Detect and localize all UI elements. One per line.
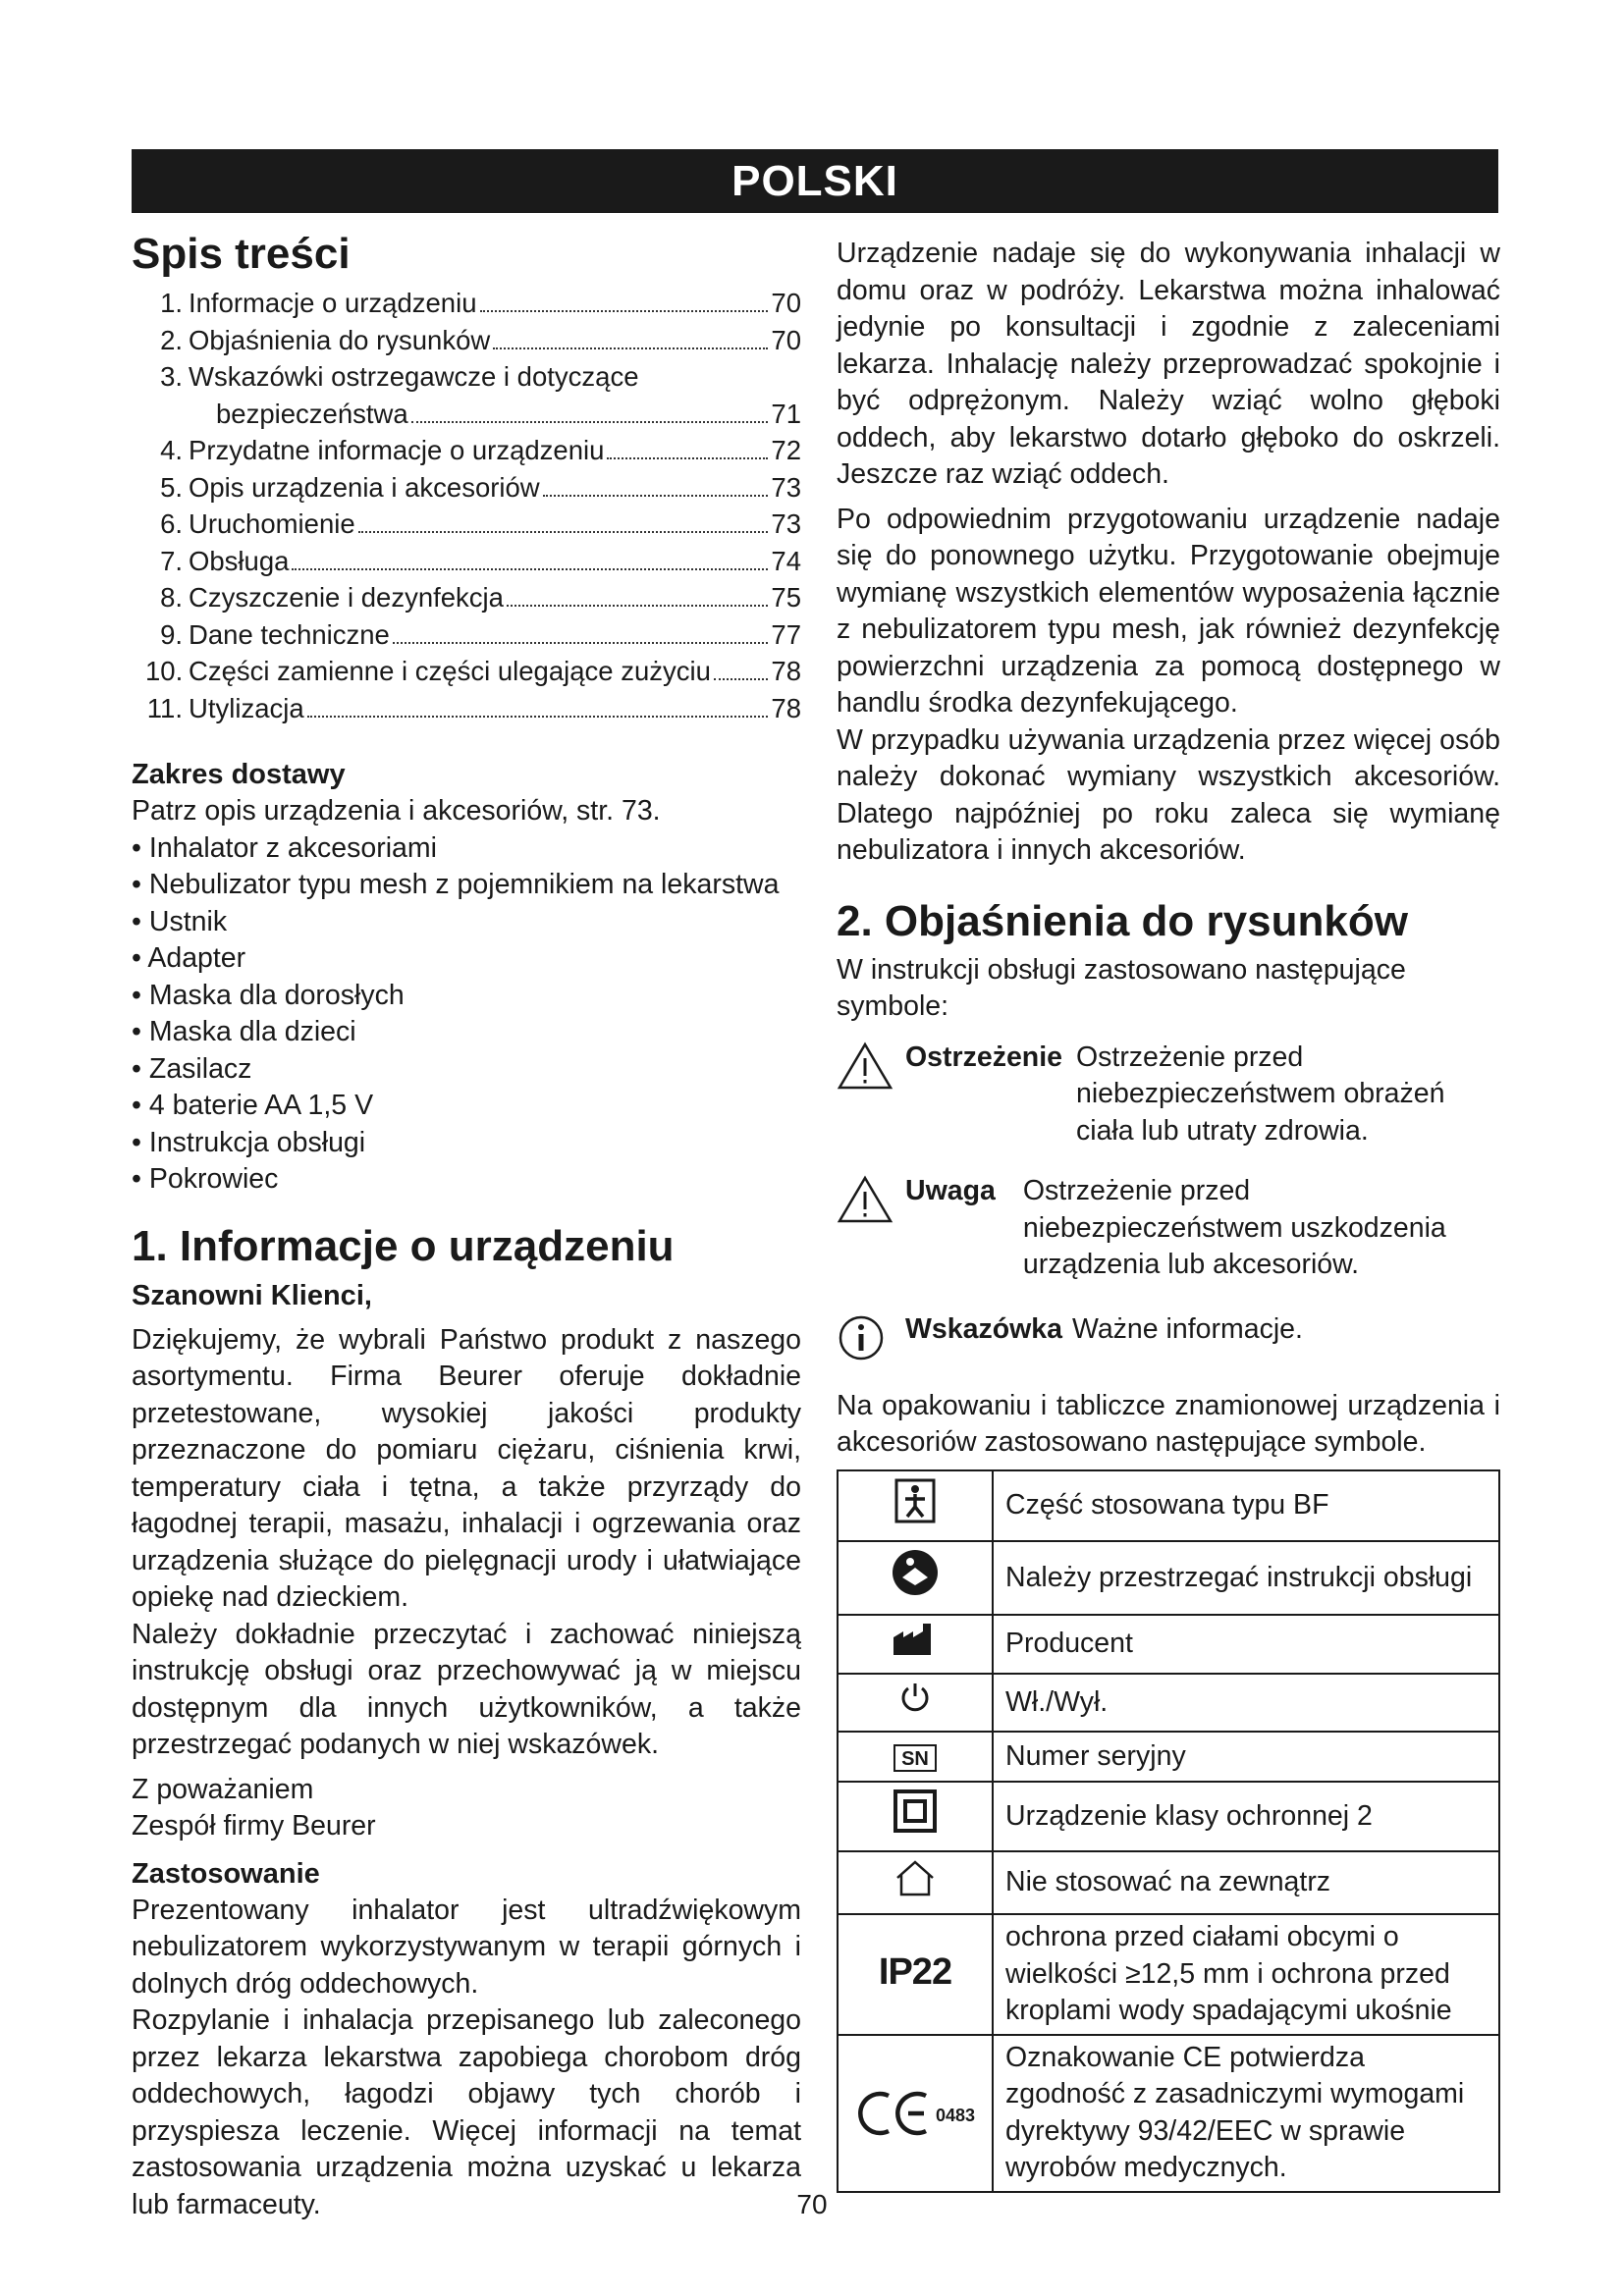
toc-item[interactable]: 2. Objaśnienia do rysunków 70 bbox=[160, 324, 801, 355]
table-row: IP22 ochrona przed ciałami obcymi o wielkości ≥12,5 mm i ochrona przed kroplami wody spadającymi ukośnie bbox=[838, 1914, 1499, 2035]
toc-item[interactable]: 1. Informacje o urządzeniu 70 bbox=[160, 288, 801, 318]
list-item: • Inhalator z akcesoriami bbox=[132, 830, 801, 868]
toc-title: Spis treści bbox=[132, 230, 351, 278]
list-item: • Instrukcja obsługi bbox=[132, 1125, 801, 1162]
list-item: • Zasilacz bbox=[132, 1051, 801, 1089]
symbol-label: Ostrzeżenie bbox=[905, 1041, 1062, 1073]
serial-number-icon: SN bbox=[893, 1744, 937, 1772]
list-item: • Ustnik bbox=[132, 904, 801, 941]
language-label: POLSKI bbox=[731, 156, 898, 205]
delivery-list bbox=[132, 830, 801, 1199]
symbol-caution bbox=[837, 1173, 1500, 1284]
instructions-paragraph: Należy dokładnie przeczytać i zachować niniejszą instrukcję obsługi oraz przechowywać ją w miejscu dostępnym dla innych użytkowników, a także przestrzegać podanych w niej wskazówek. bbox=[132, 1618, 801, 1760]
table-row: Wł./Wył. bbox=[838, 1674, 1499, 1732]
table-row: Część stosowana typu BF bbox=[838, 1470, 1499, 1542]
toc-item-continuation[interactable]: bezpieczeństwa 71 bbox=[216, 398, 801, 429]
class-2-icon bbox=[893, 1789, 938, 1834]
symbol-description: Ostrzeżenie przed niebezpieczeństwem obrażeń ciała lub utraty zdrowia. bbox=[1075, 1041, 1445, 1147]
toc-item[interactable]: 9. Dane techniczne 77 bbox=[160, 618, 801, 650]
language-header bbox=[132, 149, 1498, 213]
manufacturer-icon bbox=[892, 1622, 939, 1657]
symbol-warning bbox=[837, 1040, 1500, 1150]
usage-paragraph: Prezentowany inhalator jest ultradźwiękowym nebulizatorem wykorzystywanym w terapii górnych i dolnych dróg oddechowych. bbox=[132, 1894, 801, 2000]
ce-notified-body-number: 0483 bbox=[935, 2106, 976, 2125]
intro-paragraph: Urządzenie nadaje się do wykonywania inhalacji w domu oraz w podróży. Lekarstwa można inhalować jedynie po konsultacji i zgodnie z zaleceniami lekarza. Inhalację należy przeprowadzać spokojnie i być odprężonym. Należy wziąć wolno głęboki oddech, aby lekarstwo dotarło głęboko do oskrzeli. Jeszcze raz wziąć oddech. bbox=[837, 238, 1500, 490]
list-item: • Maska dla dorosłych bbox=[132, 978, 801, 1015]
left-column bbox=[132, 228, 801, 2223]
symbol-label: Uwaga bbox=[905, 1175, 996, 1206]
list-item: • 4 baterie AA 1,5 V bbox=[132, 1088, 801, 1125]
toc-item[interactable]: 8. Czyszczenie i dezynfekcja 75 bbox=[160, 582, 801, 613]
toc-item[interactable]: 3. Wskazówki ostrzegawcze i dotyczące bbox=[160, 361, 639, 392]
right-column bbox=[837, 236, 1500, 2193]
toc-item[interactable]: 7. Obsługa 74 bbox=[160, 545, 801, 576]
symbol-label: Wskazówka bbox=[905, 1312, 1062, 1345]
bf-applied-part-icon bbox=[893, 1477, 937, 1524]
reuse-paragraph: Po odpowiednim przygotowaniu urządzenie nadaje się do ponownego użytku. Przygotowanie obejmuje wymianę wszystkich elementów wyposażenia łącznie z nebulizatorem typu mesh, jak również dezynfekcję powierzchni urządzenia za pomocą dostępnego w handlu środka dezynfekującego. bbox=[837, 503, 1500, 719]
info-circle-icon bbox=[837, 1311, 905, 1362]
regards: Z poważaniem bbox=[132, 1773, 314, 1805]
list-item: • Adapter bbox=[132, 940, 801, 978]
symbol-description: Ostrzeżenie przed niebezpieczeństwem uszkodzenia urządzenia lub akcesoriów. bbox=[1022, 1175, 1446, 1280]
symbol-description: Ważne informacje. bbox=[1071, 1312, 1303, 1345]
table-row: Urządzenie klasy ochronnej 2 bbox=[838, 1782, 1499, 1851]
team-signature: Zespół firmy Beurer bbox=[132, 1810, 376, 1842]
greeting: Szanowni Klienci, bbox=[132, 1279, 372, 1311]
delivery-intro: Patrz opis urządzenia i akcesoriów, str. 73. bbox=[132, 795, 661, 827]
symbol-hint bbox=[837, 1311, 1500, 1362]
packaging-intro: Na opakowaniu i tabliczce znamionowej urządzenia i akcesoriów zastosowano następujące symbole. bbox=[837, 1389, 1500, 1458]
table-row: Producent bbox=[838, 1615, 1499, 1675]
toc-item[interactable]: 11. Utylizacja 78 bbox=[146, 692, 801, 723]
toc-item[interactable]: 5. Opis urządzenia i akcesoriów 73 bbox=[160, 471, 801, 503]
page-number: 70 bbox=[796, 2189, 828, 2219]
table-row: Nie stosować na zewnątrz bbox=[838, 1851, 1499, 1915]
list-item: • Pokrowiec bbox=[132, 1161, 801, 1199]
table-row: Należy przestrzegać instrukcji obsługi bbox=[838, 1541, 1499, 1615]
section1-heading: 1. Informacje o urządzeniu bbox=[132, 1221, 675, 1270]
table-row: SN Numer seryjny bbox=[838, 1732, 1499, 1783]
power-icon bbox=[898, 1681, 932, 1714]
list-item: • Nebulizator typu mesh z pojemnikiem na lekarstwa bbox=[132, 867, 801, 904]
warning-triangle-icon bbox=[837, 1040, 905, 1091]
usage-heading: Zastosowanie bbox=[132, 1857, 320, 1890]
symbols-intro: W instrukcji obsługi zastosowano następujące symbole: bbox=[837, 953, 1406, 1022]
symbols-table bbox=[837, 1469, 1500, 2193]
indoor-only-icon bbox=[893, 1858, 937, 1897]
multiuser-paragraph: W przypadku używania urządzenia przez więcej osób należy dokonać wymiany wszystkich akcesoriów. Dlatego najpóźniej po roku zaleca się wymianę nebulizatora i innych akcesoriów. bbox=[837, 723, 1500, 866]
section2-heading: 2. Objaśnienia do rysunków bbox=[837, 896, 1408, 945]
delivery-heading: Zakres dostawy bbox=[132, 759, 346, 790]
read-manual-icon bbox=[891, 1548, 940, 1597]
warning-triangle-icon bbox=[837, 1173, 905, 1224]
usage-paragraph: Rozpylanie i inhalacja przepisanego lub zaleconego przez lekarza lekarstwa zapobiega chorobom dróg oddechowych, łagodzi objawy tych chorób i przyspiesza leczenie. Więcej informacji na temat zastosowania urządzenia można uzyskać u lekarza lub farmaceuty. bbox=[132, 2004, 801, 2220]
table-row: 0483 Oznakowanie CE potwierdza zgodność z zasadniczymi wymogami dyrektywy 93/42/EEC w sprawie wyrobów medycznych. bbox=[838, 2035, 1499, 2192]
toc-item[interactable]: 6. Uruchomienie 73 bbox=[160, 508, 801, 539]
ce-mark-icon bbox=[839, 2090, 992, 2137]
table-of-contents bbox=[132, 285, 801, 726]
toc-item[interactable]: 4. Przydatne informacje o urządzeniu 72 bbox=[160, 435, 801, 465]
list-item: • Maska dla dzieci bbox=[132, 1014, 801, 1051]
toc-item[interactable]: 10. Części zamienne i części ulegające zużyciu 78 bbox=[145, 656, 801, 686]
ip-rating-icon: IP22 bbox=[878, 1951, 952, 1993]
intro-paragraph: Dziękujemy, że wybrali Państwo produkt z naszego asortymentu. Firma Beurer oferuje dokładnie przetestowane, wysokiej jakości produkty przeznaczone do pomiaru ciężaru, ciśnienia krwi, temperatury ciała i tętna, a także przyrządy do łagodnej terapii, masażu, inhalacji i ogrzewania oraz urządzenia służące do pielęgnacji urody i ułatwiające opiekę nad dzieckiem. bbox=[132, 1323, 801, 1613]
